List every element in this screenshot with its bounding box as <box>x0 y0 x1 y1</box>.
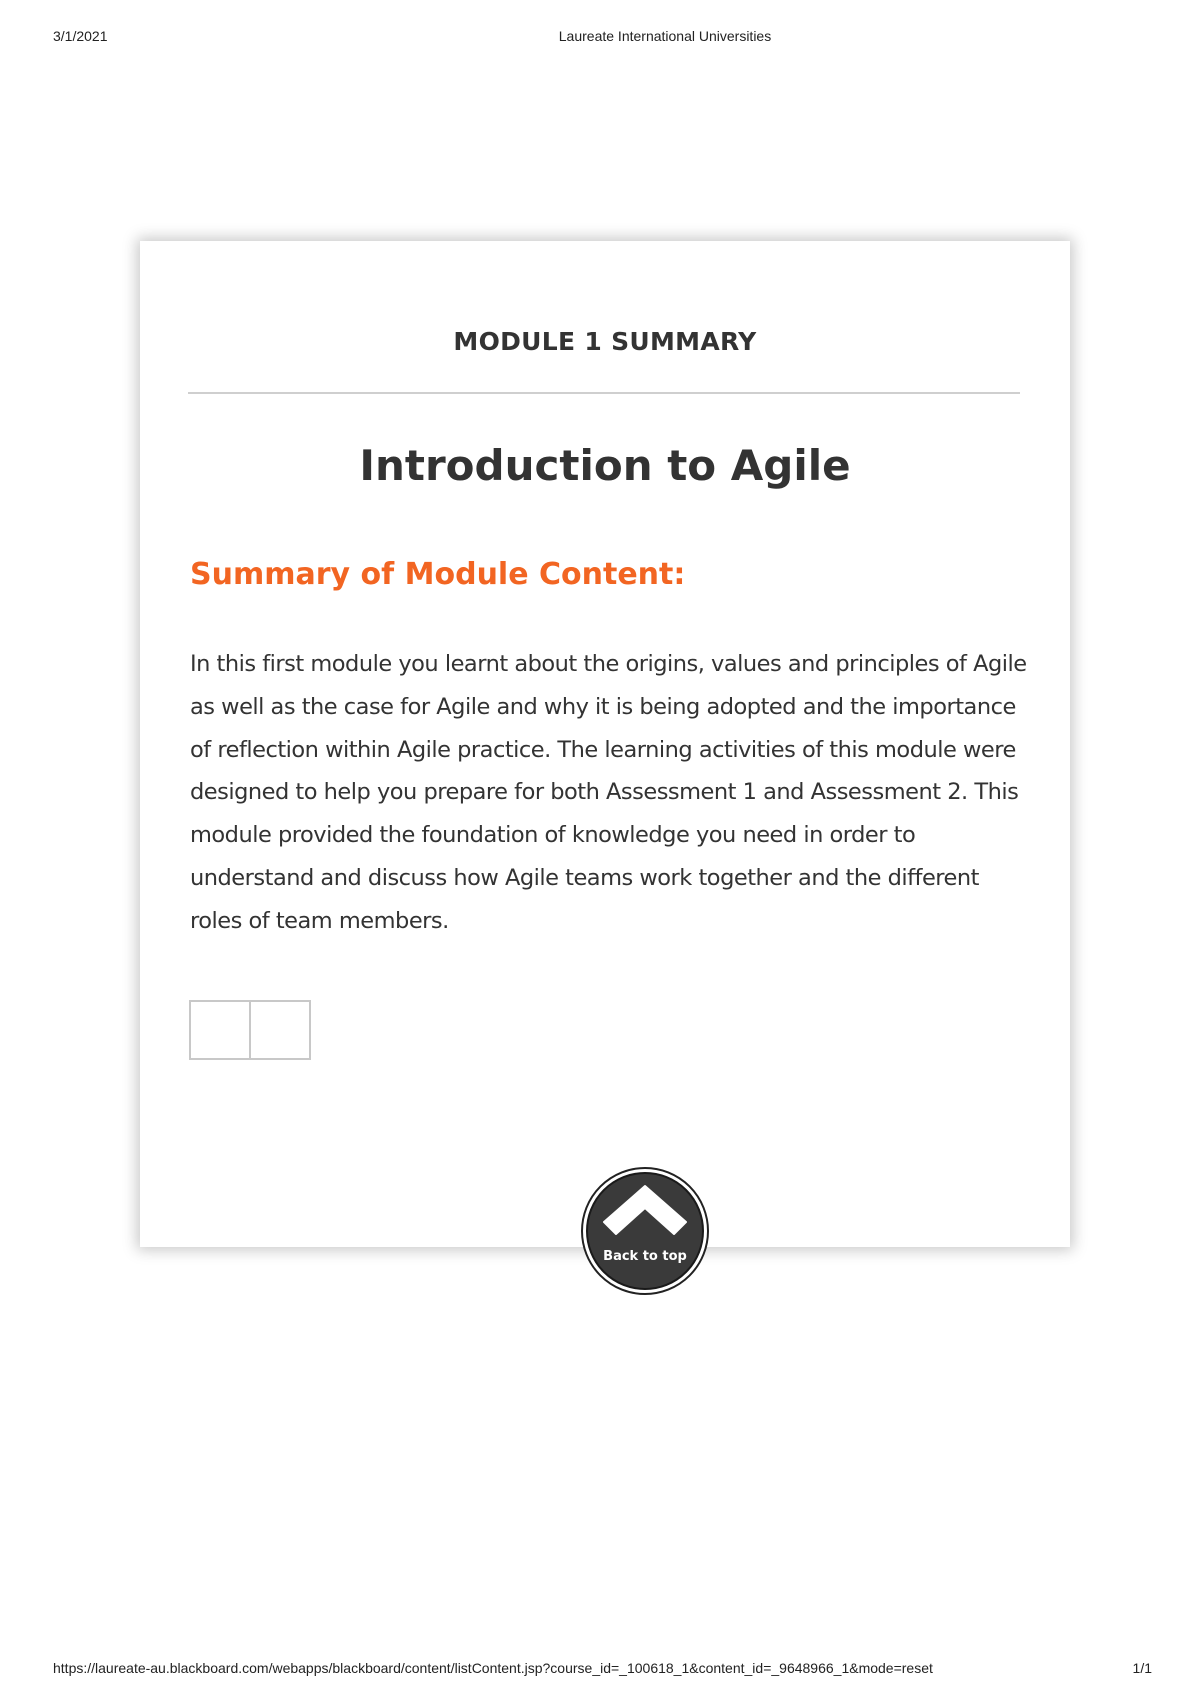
print-url: https://laureate-au.blackboard.com/webapps/blackboard/content/listContent.jsp?course_id=_100618_1&content_id=_9648966_1&mode=reset <box>53 1660 933 1676</box>
back-to-top-graphic <box>580 1166 710 1296</box>
back-to-top-button[interactable] <box>580 1166 710 1296</box>
nav-button-group <box>189 1000 309 1058</box>
print-header <box>0 28 1200 48</box>
divider <box>188 392 1020 394</box>
module-label: MODULE 1 SUMMARY <box>453 327 757 356</box>
summary-paragraph: In this first module you learnt about the origins, values and principles of Agile as well as the case for Agile and why it is being adopted and the importance of reflection within Agile practice. The learning activities of this module were designed to help you prepare for both Assessment 1 and Assessment 2. This module provided the foundation of knowledge you need in order to understand and discuss how Agile teams work together and the different roles of team members. <box>190 651 1027 934</box>
print-page-number: 1/1 <box>1132 1660 1152 1676</box>
next-button[interactable] <box>249 1000 311 1060</box>
print-date: 3/1/2021 <box>53 28 108 44</box>
page-title: Introduction to Agile <box>359 441 851 490</box>
section-heading: Summary of Module Content: <box>190 557 686 592</box>
print-site-title: Laureate International Universities <box>558 28 772 44</box>
print-footer <box>0 1660 1200 1680</box>
back-to-top-label: Back to top <box>603 1249 687 1264</box>
previous-button[interactable] <box>189 1000 251 1060</box>
module-summary-card <box>140 241 1070 1247</box>
